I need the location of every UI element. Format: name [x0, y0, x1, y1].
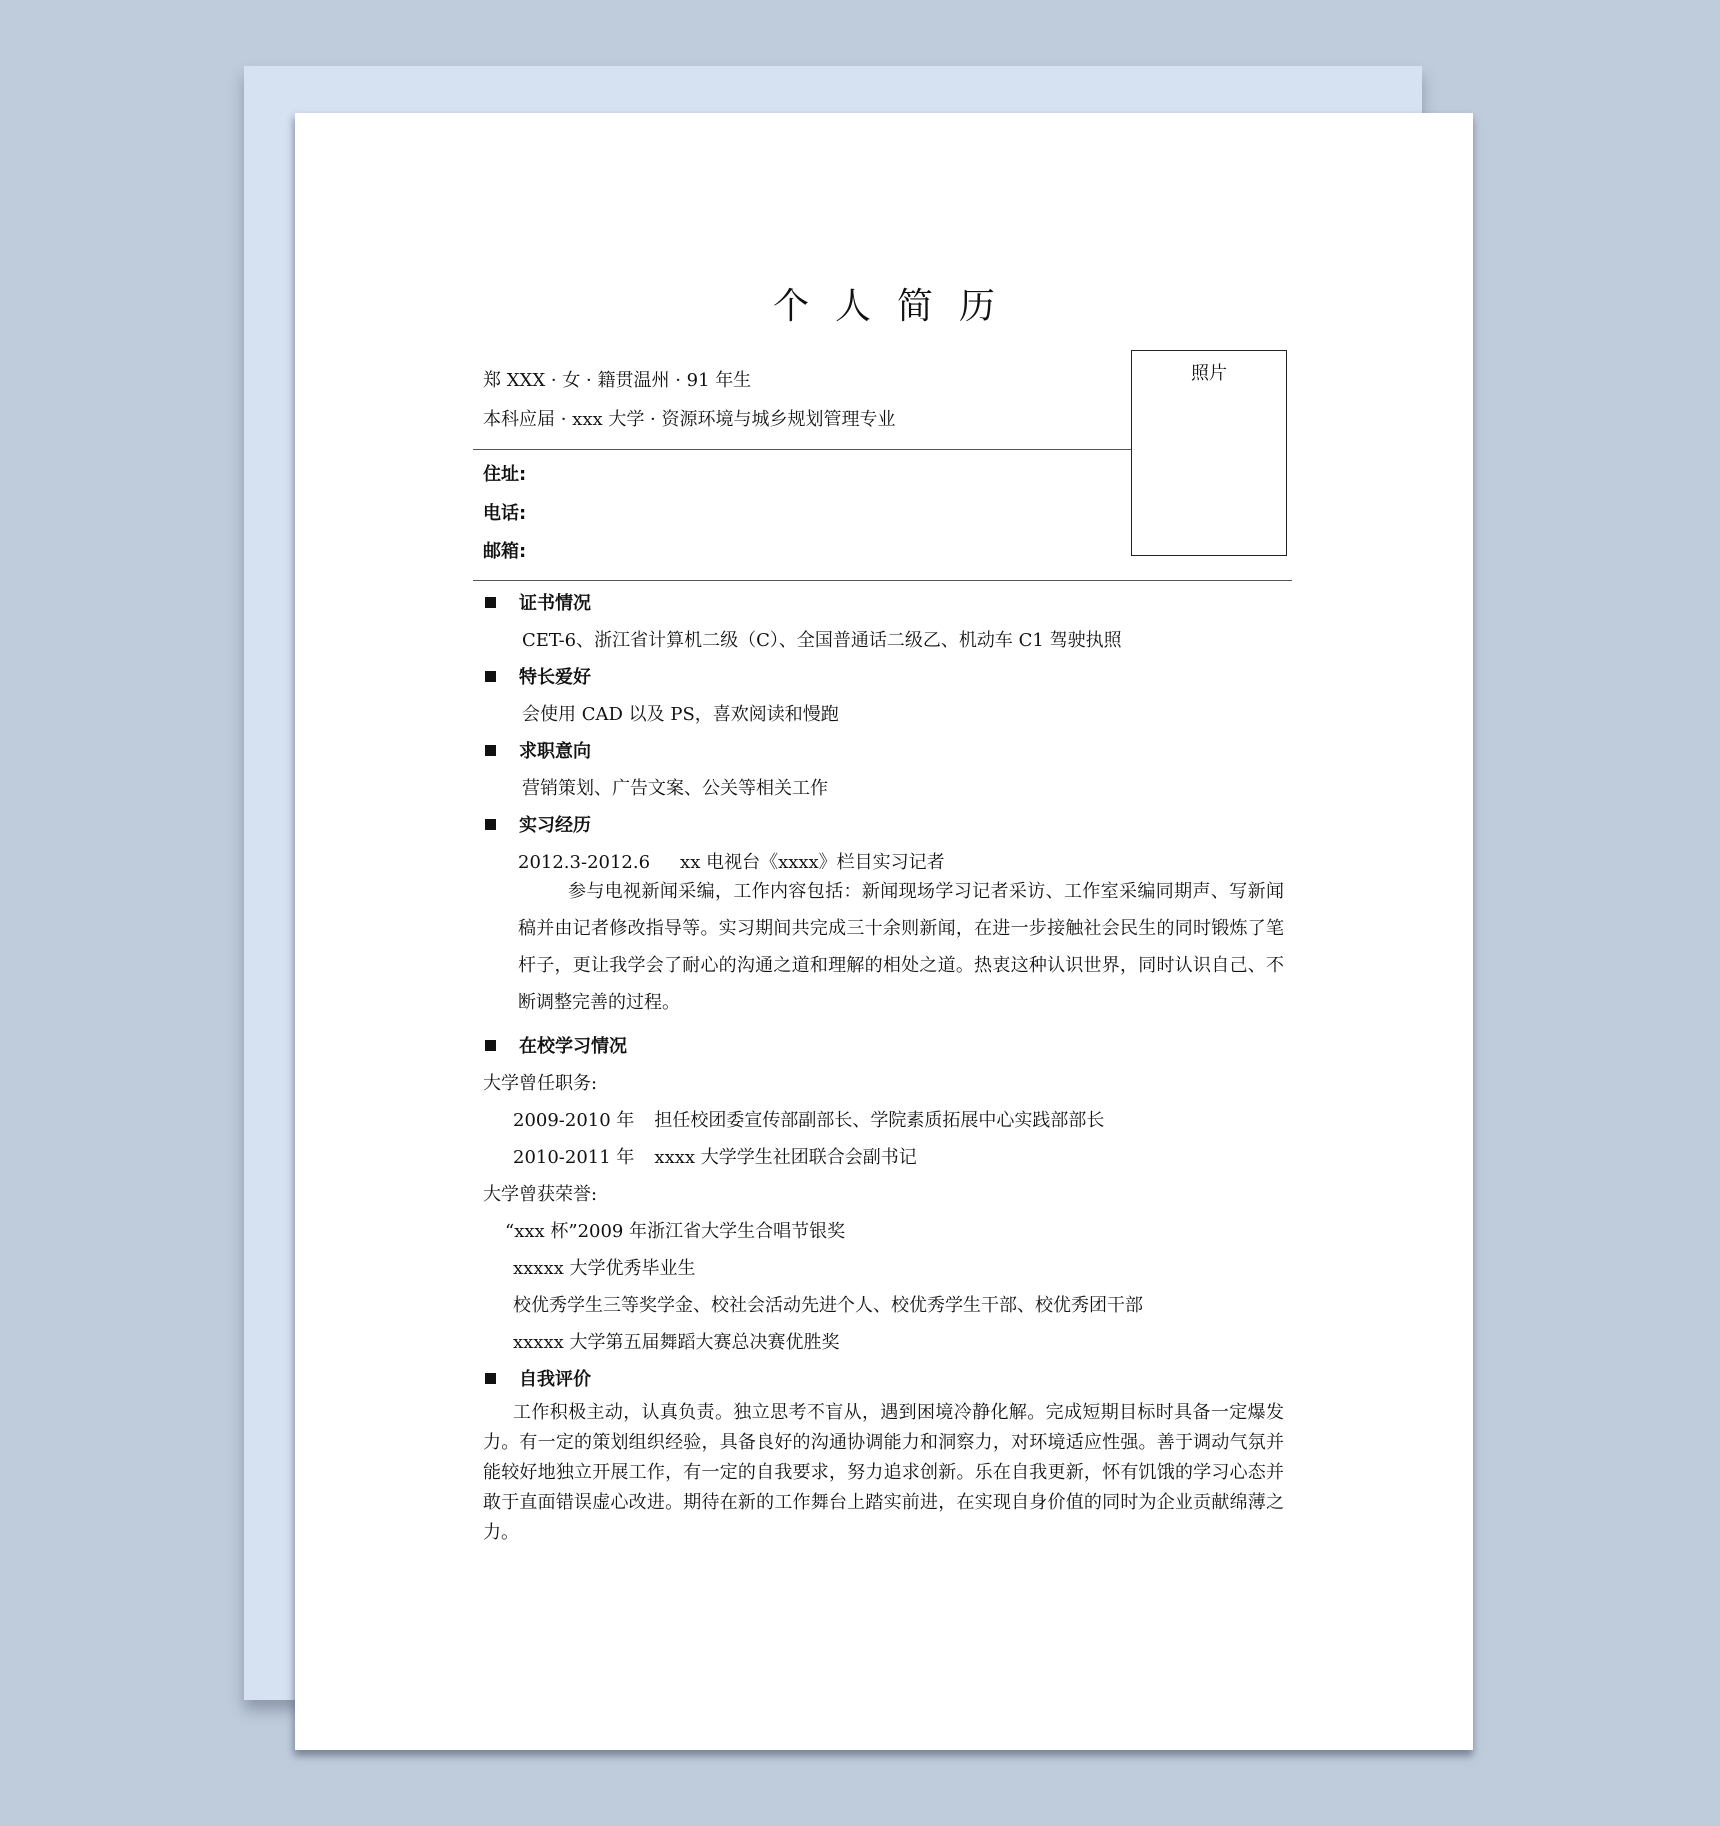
internship-position: xx 电视台《xxxx》栏目实习记者 — [680, 852, 945, 873]
square-bullet-icon — [485, 745, 496, 756]
page-title: 个人简历 — [772, 286, 1021, 327]
square-bullet-icon — [485, 597, 496, 608]
campus-position-item: 2009-2010 年 担任校团委宣传部副部长、学院素质拓展中心实践部部长 — [513, 1110, 1105, 1131]
hobbies-content: 会使用 CAD 以及 PS，喜欢阅读和慢跑 — [522, 704, 839, 725]
square-bullet-icon — [485, 819, 496, 830]
square-bullet-icon — [485, 1373, 496, 1384]
certificates-content: CET-6、浙江省计算机二级（C）、全国普通话二级乙、机动车 C1 驾驶执照 — [522, 630, 1122, 651]
profile-line-2: 本科应届 · xxx 大学 · 资源环境与城乡规划管理专业 — [483, 409, 896, 430]
internship-description: 参与电视新闻采编，工作内容包括：新闻现场学习记者采访、工作室采编同期声、写新闻稿并由记者修改指导等。实习期间共完成三十余则新闻，在进一步接触社会民生的同时锻炼了笔杆子，更让我学会了耐心的沟通之道和理解的相处之道。热衷这种认识世界，同时认识自己、不断调整完善的过程。 — [518, 881, 1284, 1013]
section-heading-job-intent: 求职意向 — [485, 740, 591, 764]
phone-label: 电话: — [483, 503, 527, 524]
section-heading-self-evaluation: 自我评价 — [485, 1368, 591, 1392]
photo-placeholder — [1131, 350, 1287, 556]
internship-title-line — [518, 851, 945, 875]
internship-period: 2012.3-2012.6 — [518, 852, 651, 873]
campus-honors-label: 大学曾获荣誉: — [483, 1184, 598, 1205]
honor-item: 校优秀学生三等奖学金、校社会活动先进个人、校优秀学生干部、校优秀团干部 — [513, 1295, 1143, 1316]
section-heading-hobbies: 特长爱好 — [485, 666, 591, 690]
photo-label: 照片 — [1191, 363, 1227, 384]
honor-item: xxxxx 大学优秀毕业生 — [513, 1258, 696, 1279]
honor-item: xxxxx 大学第五届舞蹈大赛总决赛优胜奖 — [513, 1332, 840, 1353]
section-heading-certificates: 证书情况 — [485, 592, 591, 616]
square-bullet-icon — [485, 671, 496, 682]
honor-item: “xxx 杯”2009 年浙江省大学生合唱节银奖 — [505, 1221, 846, 1242]
campus-position-item: 2010-2011 年 xxxx 大学学生社团联合会副书记 — [513, 1147, 917, 1168]
profile-line-1: 郑 XXX · 女 · 籍贯温州 · 91 年生 — [483, 370, 752, 391]
contact-divider — [473, 580, 1292, 581]
job-intent-content: 营销策划、广告文案、公关等相关工作 — [522, 778, 828, 799]
square-bullet-icon — [485, 1040, 496, 1051]
resume-page — [295, 113, 1473, 1750]
self-evaluation-content: 工作积极主动，认真负责。独立思考不盲从，遇到困境冷静化解。完成短期目标时具备一定爆发力。有一定的策划组织经验，具备良好的沟通协调能力和洞察力，对环境适应性强。善于调动气氛并能较好地独立开展工作，有一定的自我要求，努力追求创新。乐在自我更新，怀有饥饿的学习心态并敢于直面错误虚心改进。期待在新的工作舞台上踏实前进，在实现自身价值的同时为企业贡献绵薄之力。 — [483, 1402, 1284, 1543]
address-label: 住址: — [483, 464, 527, 485]
section-heading-campus: 在校学习情况 — [485, 1035, 627, 1059]
email-label: 邮箱: — [483, 541, 527, 562]
header-divider — [473, 449, 1131, 450]
section-heading-internship: 实习经历 — [485, 814, 591, 838]
campus-positions-label: 大学曾任职务: — [483, 1073, 598, 1094]
